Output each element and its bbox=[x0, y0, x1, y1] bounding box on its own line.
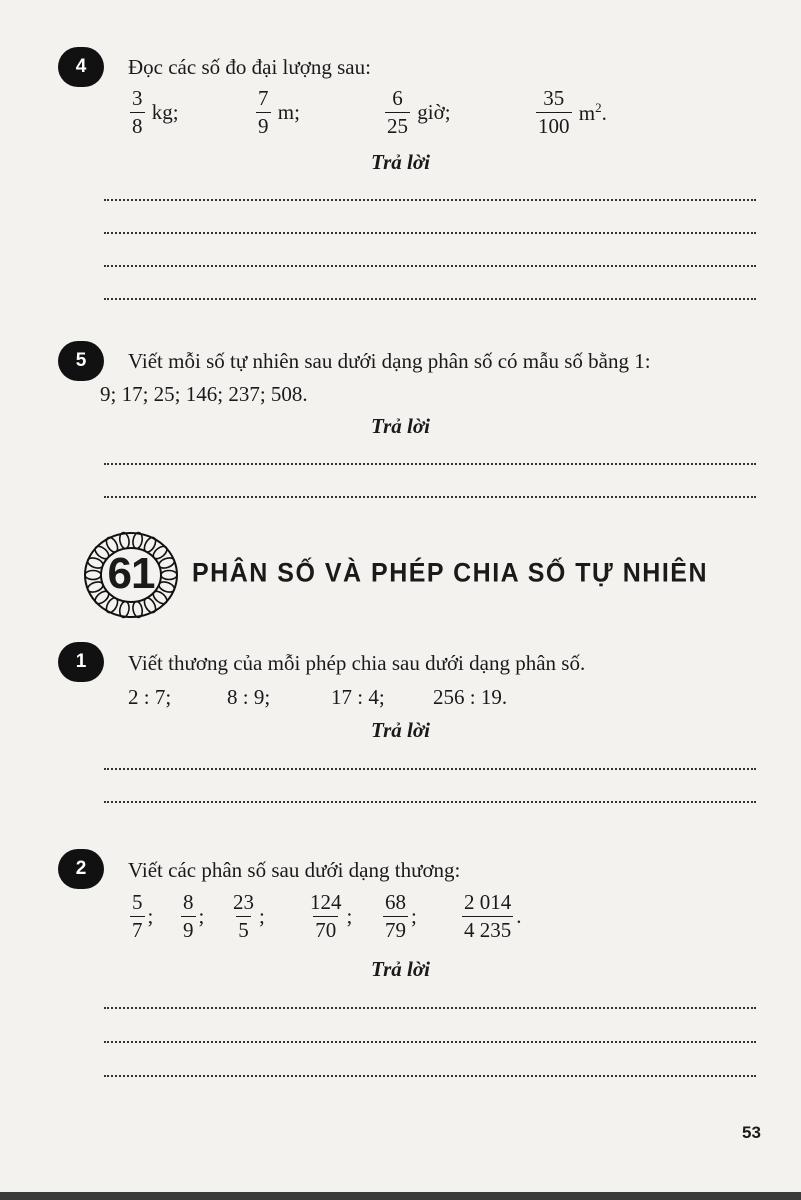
separator: ; bbox=[198, 904, 205, 928]
exercise-5-values: 9; 17; 25; 146; 237; 508. bbox=[100, 382, 308, 406]
exercise-2-fraction bbox=[179, 892, 204, 941]
exercise-5-badge bbox=[58, 341, 104, 381]
answer-line[interactable] bbox=[104, 265, 756, 267]
division-item: 8 : 9; bbox=[227, 685, 271, 709]
page-edge-shadow bbox=[0, 1192, 801, 1200]
numerator: 23 bbox=[233, 890, 254, 914]
denominator: 8 bbox=[132, 114, 143, 138]
exercise-4-fraction bbox=[128, 88, 179, 137]
numerator: 35 bbox=[543, 86, 565, 110]
answer-line[interactable] bbox=[104, 801, 756, 803]
answer-label: Trả lời bbox=[371, 150, 430, 174]
fraction bbox=[130, 88, 145, 137]
exercise-2-badge bbox=[58, 849, 104, 889]
exercise-2-fraction bbox=[460, 892, 522, 941]
numerator: 5 bbox=[132, 890, 143, 914]
numerator: 6 bbox=[392, 86, 403, 110]
unit-label: giờ; bbox=[417, 100, 451, 124]
exercise-4-fraction bbox=[254, 88, 300, 137]
page-number: 53 bbox=[742, 1123, 761, 1142]
denominator: 70 bbox=[315, 918, 337, 942]
unit-text: m bbox=[578, 100, 596, 125]
exercise-number: 1 bbox=[75, 651, 87, 672]
answer-line[interactable] bbox=[104, 298, 756, 300]
exercise-4-badge bbox=[58, 47, 104, 87]
unit-label: kg; bbox=[151, 100, 179, 124]
numerator: 3 bbox=[132, 86, 143, 110]
denominator: 25 bbox=[387, 114, 408, 138]
division-item: 2 : 7; bbox=[128, 685, 172, 709]
exercise-2-prompt: Viết các phân số sau dưới dạng thương: bbox=[128, 858, 461, 882]
fraction bbox=[308, 892, 344, 941]
exercise-1-badge bbox=[58, 642, 104, 682]
answer-line[interactable] bbox=[104, 768, 756, 770]
separator: ; bbox=[411, 904, 417, 928]
fraction bbox=[462, 892, 513, 941]
unit-tail: . bbox=[601, 100, 607, 125]
fraction bbox=[181, 892, 196, 941]
exercise-1-prompt: Viết thương của mỗi phép chia sau dưới dạng phân số. bbox=[128, 651, 586, 675]
answer-line[interactable] bbox=[104, 463, 756, 465]
exercise-2-fraction bbox=[229, 892, 265, 941]
separator: ; bbox=[346, 904, 353, 928]
numerator: 7 bbox=[258, 86, 269, 110]
exercise-number: 4 bbox=[75, 56, 87, 77]
exercise-2-fraction bbox=[381, 892, 417, 941]
denominator: 9 bbox=[258, 114, 269, 138]
denominator: 79 bbox=[385, 918, 406, 942]
fraction bbox=[385, 88, 410, 137]
answer-line[interactable] bbox=[104, 199, 756, 201]
answer-line[interactable] bbox=[104, 232, 756, 234]
division-item: 17 : 4; bbox=[331, 685, 385, 709]
fraction bbox=[383, 892, 408, 941]
denominator: 100 bbox=[538, 114, 570, 138]
division-item: 256 : 19. bbox=[433, 685, 508, 709]
exercise-4-prompt: Đọc các số đo đại lượng sau: bbox=[128, 55, 371, 79]
exercise-5-prompt: Viết mỗi số tự nhiên sau dưới dạng phân số có mẫu số bằng 1: bbox=[128, 349, 651, 373]
unit-exponent: 2 bbox=[595, 99, 602, 115]
answer-line[interactable] bbox=[104, 1075, 756, 1077]
denominator: 9 bbox=[183, 918, 194, 942]
numerator: 2 014 bbox=[464, 890, 512, 914]
unit-label: m; bbox=[277, 100, 300, 124]
numerator: 68 bbox=[385, 890, 406, 914]
answer-line[interactable] bbox=[104, 496, 756, 498]
separator: . bbox=[516, 904, 522, 928]
exercise-number: 5 bbox=[75, 350, 87, 371]
answer-label: Trả lời bbox=[371, 957, 430, 981]
fraction bbox=[256, 88, 271, 137]
fraction bbox=[130, 892, 145, 941]
answer-label: Trả lời bbox=[371, 718, 430, 742]
fraction bbox=[536, 88, 572, 137]
exercise-number: 2 bbox=[75, 858, 87, 879]
exercise-4-fraction bbox=[534, 88, 607, 137]
unit-label bbox=[579, 101, 607, 125]
answer-line[interactable] bbox=[104, 1007, 756, 1009]
lesson-number: 61 bbox=[107, 549, 155, 598]
exercise-2-fraction bbox=[306, 892, 352, 941]
exercise-2-fraction bbox=[128, 892, 153, 941]
exercise-4-fraction bbox=[383, 88, 451, 137]
numerator: 8 bbox=[183, 890, 194, 914]
answer-label: Trả lời bbox=[371, 414, 430, 438]
denominator: 5 bbox=[238, 918, 249, 942]
answer-line[interactable] bbox=[104, 1041, 756, 1043]
lesson-title: PHÂN SỐ VÀ PHÉP CHIA SỐ TỰ NHIÊN bbox=[192, 557, 709, 589]
separator: ; bbox=[259, 904, 265, 928]
denominator: 7 bbox=[132, 918, 143, 942]
fraction bbox=[231, 892, 256, 941]
numerator: 124 bbox=[310, 890, 342, 914]
denominator: 4 235 bbox=[464, 918, 512, 942]
separator: ; bbox=[147, 904, 154, 928]
